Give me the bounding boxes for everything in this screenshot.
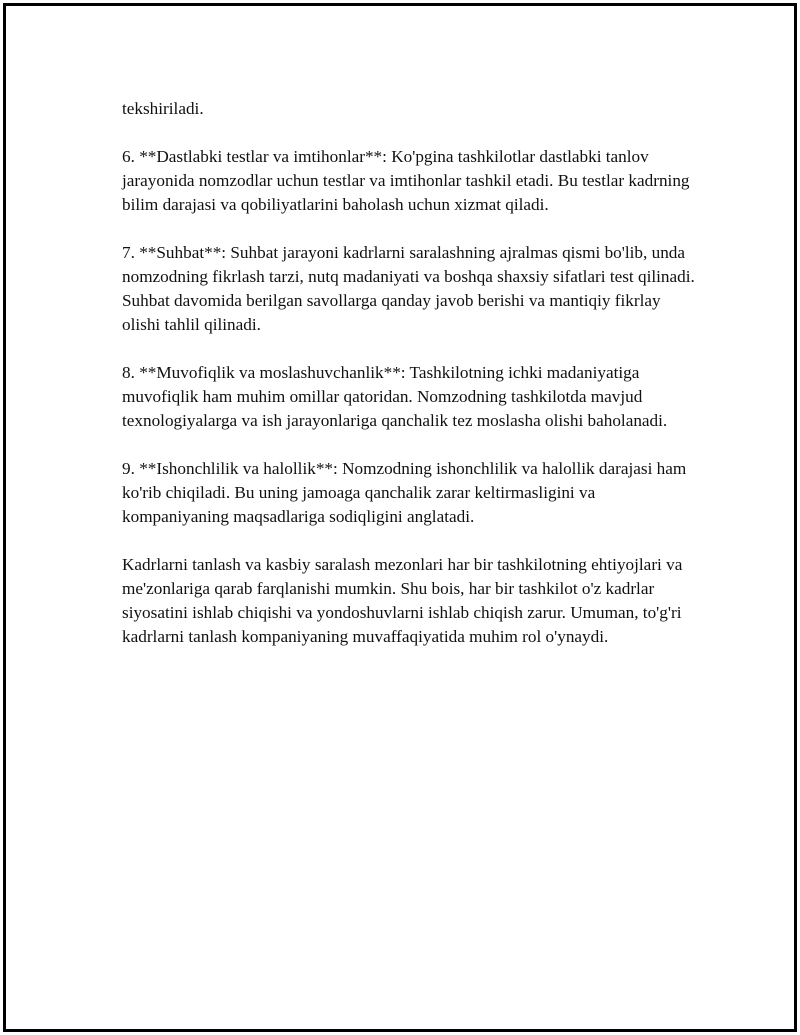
paragraph-item-8: 8. **Muvofiqlik va moslashuvchanlik**: Tashkilotning ichki madaniyatiga muvofiqlik ham muhim omillar qatoridan. Nomzodning tashkilotda mavjud texnologiyalarga va ish jarayonlariga qanchalik tez moslasha olishi baholanadi.	[122, 363, 668, 430]
paragraph-item-7: 7. **Suhbat**: Suhbat jarayoni kadrlarni saralashning ajralmas qismi bo'lib, unda nomzodning fikrlash tarzi, nutq madaniyati va boshqa shaxsiy sifatlari test qilinadi. Suhbat davomida berilgan savollarga qanday javob berishi va mantiqiy fikrlay olishi tahlil qilinadi.	[122, 243, 695, 334]
paragraph-conclusion: Kadrlarni tanlash va kasbiy saralash mezonlari har bir tashkilotning ehtiyojlari va me'zonlariga qarab farqlanishi mumkin. Shu bois, har bir tashkilot o'z kadrlar siyosatini ishlab chiqishi va yondoshuvlarni ishlab chiqish zarur. Umuman, to'g'ri kadrlarni tanlash kompaniyaning muvaffaqiyatida muhim rol o'ynaydi.	[122, 555, 683, 646]
document-body	[122, 97, 702, 673]
paragraph-item-9: 9. **Ishonchlilik va halollik**: Nomzodning ishonchlilik va halollik darajasi ham ko'rib chiqiladi. Bu uning jamoaga qanchalik zarar keltirmasligini va kompaniyaning maqsadlariga sodiqligini anglatadi.	[122, 459, 687, 526]
paragraph-item-6: 6. **Dastlabki testlar va imtihonlar**: Ko'pgina tashkilotlar dastlabki tanlov jarayonida nomzodlar uchun testlar va imtihonlar tashkil etadi. Bu testlar kadrning bilim darajasi va qobiliyatlarini baholash uchun xizmat qiladi.	[122, 147, 690, 214]
page-frame	[3, 3, 797, 1032]
paragraph-continuation: tekshiriladi.	[122, 99, 204, 118]
